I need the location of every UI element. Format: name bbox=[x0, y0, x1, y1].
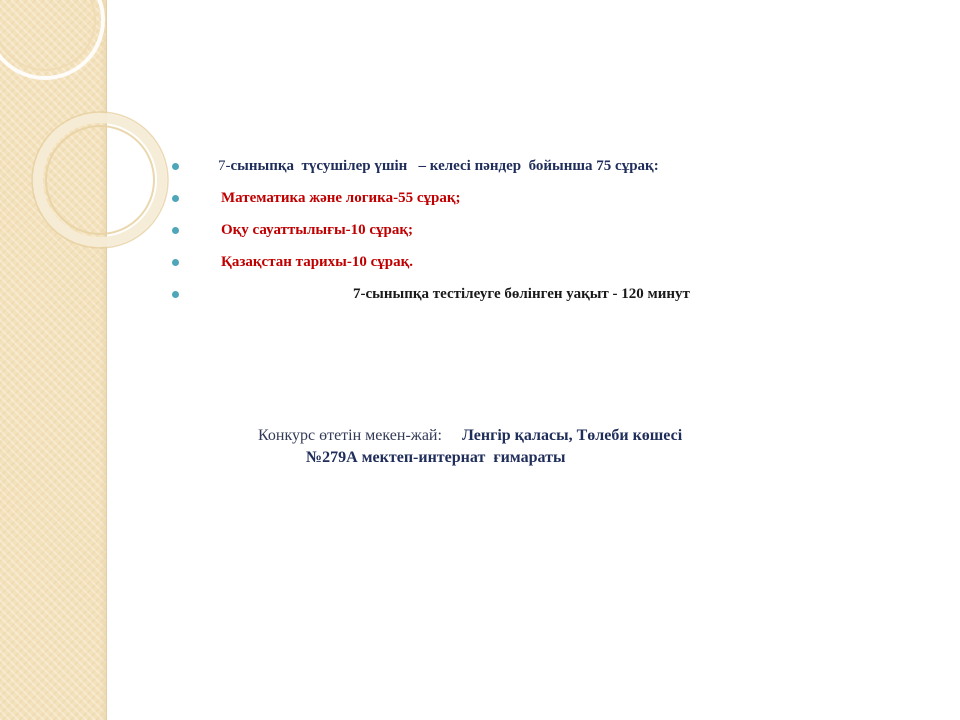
bullet-item-history bbox=[160, 246, 920, 278]
ring-middle-outer bbox=[38, 118, 162, 242]
ring-middle-inner bbox=[46, 126, 154, 234]
ring-middle-edge bbox=[32, 112, 168, 248]
address-label: Конкурс өтетін мекен-жай: bbox=[258, 427, 442, 444]
decorative-rings bbox=[0, 0, 160, 260]
bullet-intro-body: сыныпқа түсушілер үшін – келесі пәндер бойынша 75 сұрақ: bbox=[230, 158, 659, 174]
bullet-item-time bbox=[160, 278, 920, 310]
bullet-text-math: Математика және логика-55 сұрақ; bbox=[221, 190, 461, 206]
ring-top-outer bbox=[0, 0, 103, 78]
bullet-dot bbox=[172, 259, 179, 266]
bullet-dot bbox=[172, 227, 179, 234]
bullet-text-history: Қазақстан тарихы-10 сұрақ. bbox=[221, 254, 414, 270]
slide-content bbox=[160, 150, 920, 310]
address-building: №279А мектеп-интернат ғимараты bbox=[306, 449, 566, 466]
bullet-text-intro bbox=[218, 150, 659, 182]
bullet-dot bbox=[172, 163, 179, 170]
bullet-list bbox=[160, 150, 920, 310]
address-block bbox=[258, 425, 682, 469]
bullet-dot bbox=[172, 195, 179, 202]
address-street: Ленгір қаласы, Төлеби көшесі bbox=[461, 427, 683, 444]
bullet-item-reading bbox=[160, 214, 920, 246]
bullet-text-time: 7-сыныпқа тестілеуге бөлінген уақыт - 120 минут bbox=[353, 286, 690, 302]
bullet-text-reading: Оқу сауаттылығы-10 сұрақ; bbox=[221, 222, 414, 238]
bullet-dot bbox=[172, 291, 179, 298]
bullet-item-intro bbox=[160, 150, 920, 182]
ring-top-inner bbox=[0, 0, 95, 70]
bullet-item-math bbox=[160, 182, 920, 214]
bullet-lead: 7- bbox=[218, 158, 231, 174]
